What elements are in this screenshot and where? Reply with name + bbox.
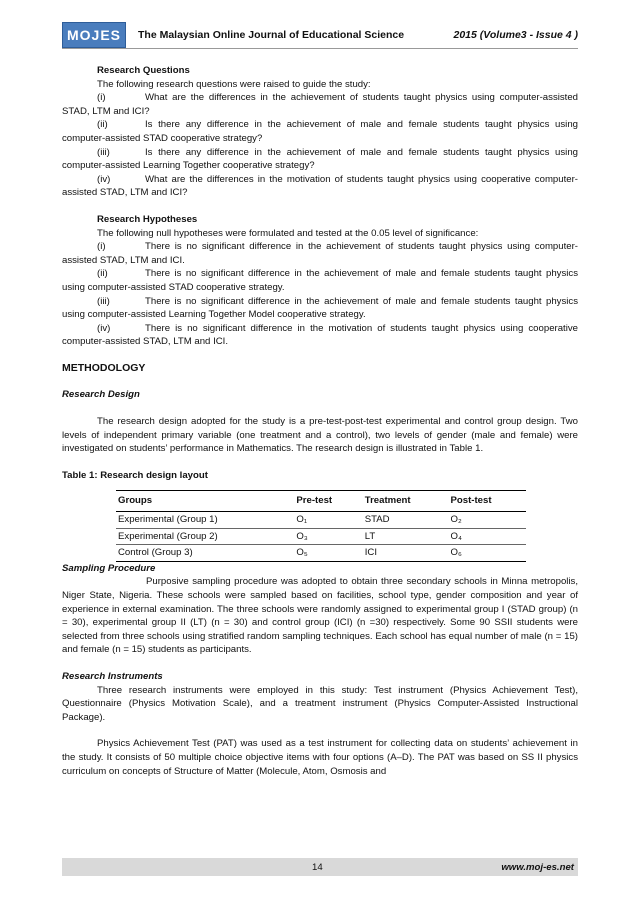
table-row [116, 528, 526, 545]
table-cell: O₅ [294, 545, 362, 562]
rh-item-num: (i) [97, 241, 106, 253]
table-cell: LT [363, 528, 449, 545]
table-cell: O₂ [448, 512, 526, 529]
rh-item-text: There is no significant difference in the motivation of students taught physics using cooperative computer-assisted STAD, LTM and ICI. [62, 322, 578, 348]
page-footer [62, 858, 578, 876]
sampling-text: Purposive sampling procedure was adopted to obtain three secondary schools in Minna metropolis, Niger State, Nigeria. These schools were sampled based on facilities, school type, gender composition and year of experience in external examination. The three schools were randomly assigned to experimental group I (STAD group) (n = 30), experimental group II (LT) (n = 30) and control group (ICI) (n =30) respectively. Some 90 SSII students were selected from three schools using stratified random sampling techniques. Each school has equal number of male (n = 15) and female (n = 15) students as participants. [62, 576, 578, 656]
pat-text: Physics Achievement Test (PAT) was used as a test instrument for collecting data on students’ achievement in the study. It consists of 50 multiple choice objective items with four options (A–D). The PAT was based on SS II physics curriculum on concepts of Structure of Matter (Molecule, Atom, Osmosis and [62, 738, 578, 777]
rh-item [62, 267, 578, 294]
rq-item-num: (i) [97, 92, 106, 104]
issue-label: 2015 (Volume3 - Issue 4 ) [453, 29, 578, 41]
research-design-table [116, 490, 526, 561]
journal-logo: MOJES [62, 22, 126, 48]
rq-item [62, 91, 578, 118]
journal-website: www.moj-es.net [501, 861, 574, 873]
rh-item-text: There is no significant difference in the achievement of male and female students taught physics using computer-assisted STAD cooperative strategy. [62, 268, 578, 293]
rq-item [62, 146, 578, 173]
rh-item-num: (ii) [97, 268, 108, 280]
instruments-heading: Research Instruments [62, 670, 163, 682]
rq-item-num: (ii) [97, 119, 108, 131]
sampling-heading: Sampling Procedure [62, 562, 156, 574]
rh-item-text: There is no significant difference in the achievement of students taught physics using computer-assisted STAD, LTM and ICI. [62, 241, 578, 266]
table-cell: Experimental (Group 1) [116, 512, 294, 529]
rh-item [62, 322, 578, 349]
rq-item-text: What are the differences in the achievement of students taught physics using computer-assisted STAD, LTM and ICI? [62, 92, 578, 117]
rh-item [62, 295, 578, 322]
journal-title: The Malaysian Online Journal of Educational Science [138, 29, 405, 41]
rq-item-text: Is there any difference in the achievement of male and female students taught physics using computer-assisted Learning Together cooperative strategy? [62, 146, 578, 172]
research-design-heading: Research Design [62, 389, 140, 401]
table-header-cell: Groups [116, 491, 294, 512]
table-cell: O₆ [448, 545, 526, 562]
rq-item-text: Is there any difference in the achievement of male and female students taught physics using computer-assisted STAD cooperative strategy? [62, 119, 578, 144]
rh-heading: Research Hypotheses [97, 213, 198, 225]
rq-item-num: (iv) [97, 173, 111, 185]
rh-intro: The following null hypotheses were formulated and tested at the 0.05 level of significance: [97, 227, 479, 239]
table-row [116, 545, 526, 562]
table-caption: Table 1: Research design layout [62, 469, 208, 481]
table-cell: STAD [363, 512, 449, 529]
table-cell: Experimental (Group 2) [116, 528, 294, 545]
table-header-cell: Treatment [363, 491, 449, 512]
methodology-heading: METHODOLOGY [62, 361, 146, 374]
rq-item-num: (iii) [97, 146, 110, 158]
table-cell: O₄ [448, 528, 526, 545]
rq-item-text: What are the differences in the motivation of students taught physics using cooperative computer-assisted STAD, LTM and ICI? [62, 173, 578, 199]
rh-item-text: There is no significant difference in the achievement of male and female students taught physics using computer-assisted Learning Together Model cooperative strategy. [62, 295, 578, 321]
page-number: 14 [312, 861, 323, 873]
table-row [116, 512, 526, 529]
table-cell: O₁ [294, 512, 362, 529]
rq-item [62, 173, 578, 200]
table-header-cell: Pre-test [294, 491, 362, 512]
rq-intro: The following research questions were raised to guide the study: [97, 78, 371, 90]
instruments-text: Three research instruments were employed in this study: Test instrument (Physics Achievement Test), Questionnaire (Physics Motivation Scale), and a treatment instrument (Physics Computer-Assisted Instructional Package). [62, 684, 578, 723]
rh-item [62, 240, 578, 267]
rh-item-num: (iii) [97, 295, 110, 307]
table-header-row [116, 491, 526, 512]
page-header [62, 22, 578, 48]
page-body [62, 64, 578, 778]
research-design-text: The research design adopted for the study is a pre-test-post-test experimental and control group design. Two levels of independent primary variable (one treatment and a control), two levels of gender (male and female) were investigated on students’ performance in Mathematics. The research design is illustrated in Table 1. [62, 416, 578, 455]
table-header-cell: Post-test [448, 491, 526, 512]
table-cell: O₃ [294, 528, 362, 545]
header-rule [62, 48, 578, 49]
rq-heading: Research Questions [97, 65, 190, 76]
table-cell: Control (Group 3) [116, 545, 294, 562]
table-cell: ICI [363, 545, 449, 562]
rq-item [62, 118, 578, 145]
rh-item-num: (iv) [97, 322, 111, 334]
